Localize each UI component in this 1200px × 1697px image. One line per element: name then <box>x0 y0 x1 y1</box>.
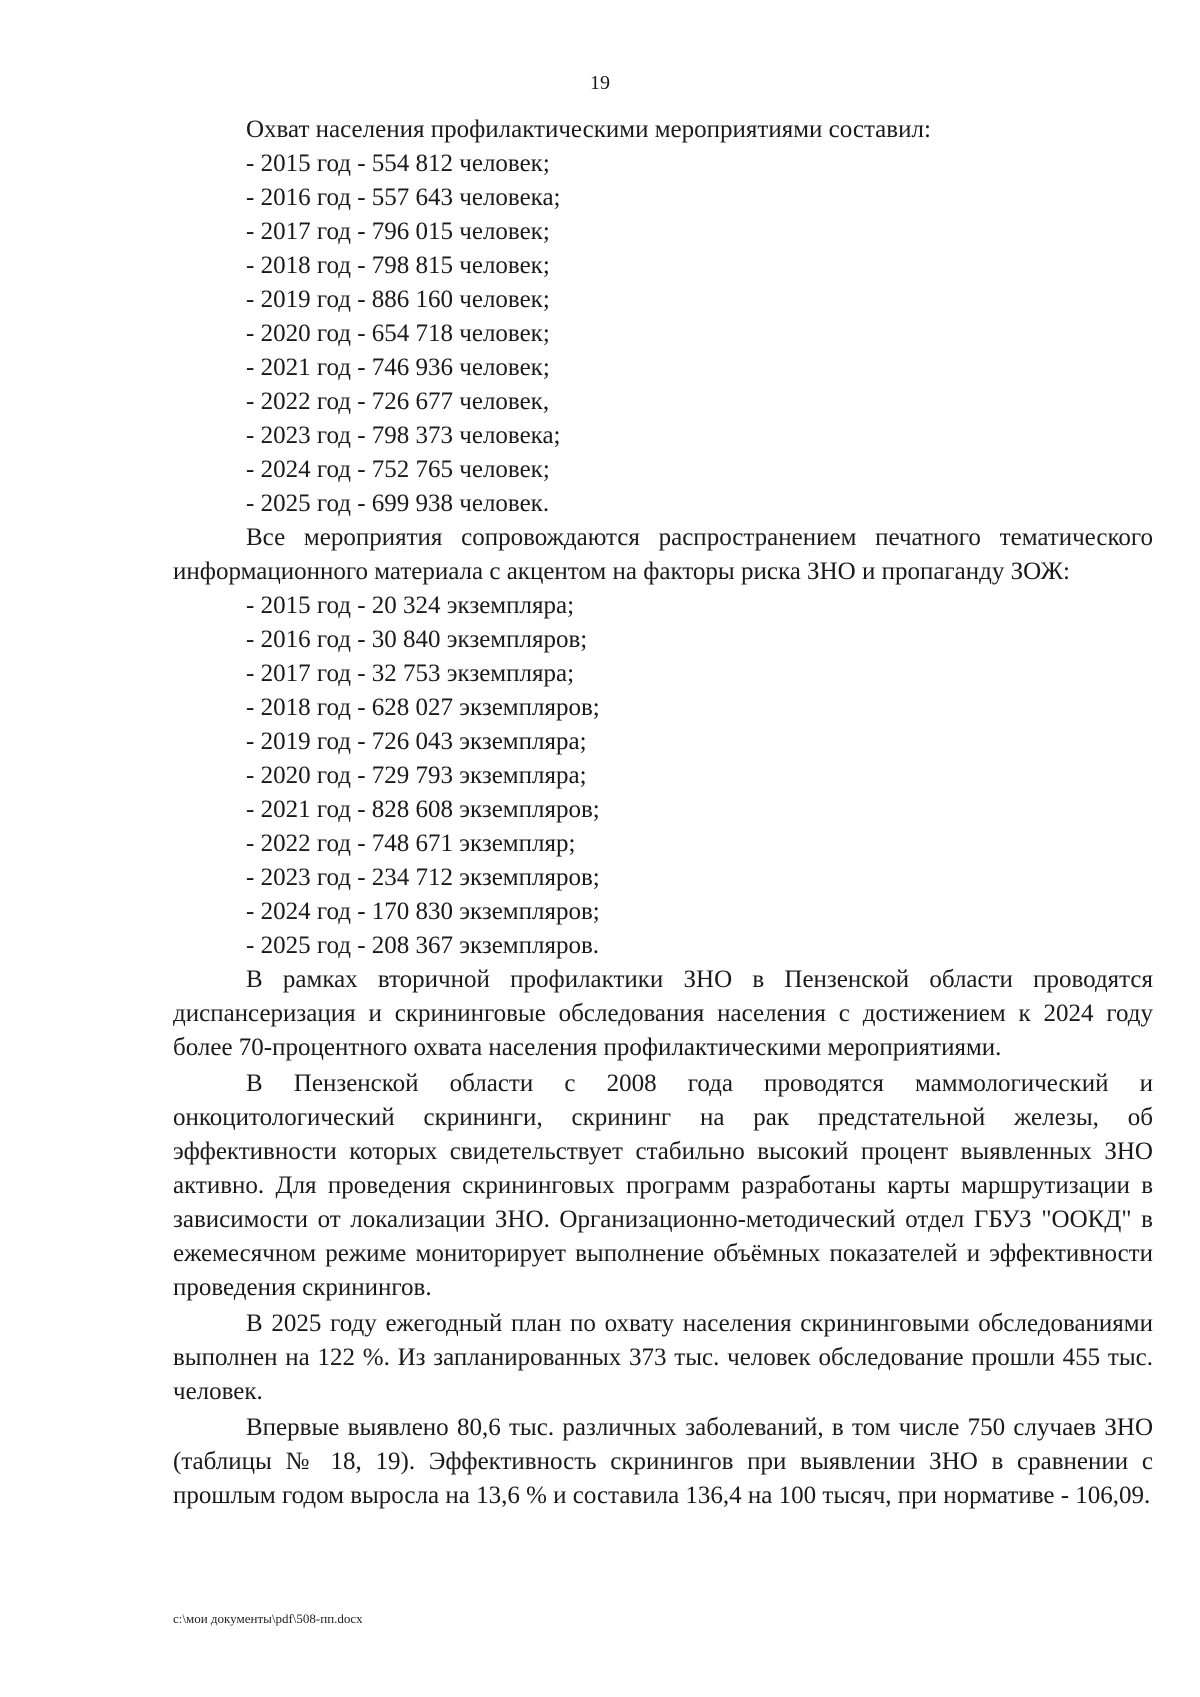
list-item: - 2017 год - 32 753 экземпляра; <box>246 660 575 687</box>
coverage-list <box>173 147 1153 521</box>
list-item: - 2025 год - 208 367 экземпляров. <box>246 932 600 959</box>
list-item: - 2024 год - 170 830 экземпляров; <box>246 898 600 925</box>
list-item: - 2017 год - 796 015 человек; <box>246 218 550 245</box>
list-item: - 2024 год - 752 765 человек; <box>246 456 550 483</box>
list-item: - 2020 год - 654 718 человек; <box>246 320 550 347</box>
list-item: - 2015 год - 20 324 экземпляра; <box>246 592 575 619</box>
list-item: - 2018 год - 798 815 человек; <box>246 252 550 279</box>
list-item: - 2016 год - 557 643 человека; <box>246 184 561 211</box>
page-number: 19 <box>590 72 610 94</box>
paragraph-secondary-prevention: В рамках вторичной профилактики ЗНО в Пензенской области проводятся диспансеризация и скрининговые обследования населения с достижением к 2024 году более 70-процентного охвата населения профилактическими мероприятиями. <box>173 966 1153 1061</box>
paragraph-screenings: В Пензенской области с 2008 года проводятся маммологический и онкоцитологический скрининги, скрининг на рак предстательной железы, об эффективности которых свидетельствует стабильно высокий процент выявленных ЗНО активно. Для проведения скрининговых программ разработаны карты маршрутизации в зависимости от локализации ЗНО. Организационно-методический отдел ГБУЗ "ООКД" в ежемесячном режиме мониторирует выполнение объёмных показателей и эффективности проведения скринингов. <box>173 1070 1153 1301</box>
list-item: - 2016 год - 30 840 экземпляров; <box>246 626 588 653</box>
list-item: - 2020 год - 729 793 экземпляра; <box>246 762 587 789</box>
list-item: - 2023 год - 798 373 человека; <box>246 422 561 449</box>
document-body <box>173 113 1153 1513</box>
paragraph-detected: Впервые выявлено 80,6 тыс. различных заболеваний, в том числе 750 случаев ЗНО (таблицы № 18, 19). Эффективность скринингов при выявлении ЗНО в сравнении с прошлым годом выросла на 13,6 % и составила 136,4 на 100 тысяч, при нормативе - 106,09. <box>173 1414 1153 1509</box>
list-item: - 2025 год - 699 938 человек. <box>246 490 550 517</box>
list-item: - 2018 год - 628 027 экземпляров; <box>246 694 600 721</box>
list-item: - 2022 год - 748 671 экземпляр; <box>246 830 576 857</box>
list-item: - 2019 год - 886 160 человек; <box>246 286 550 313</box>
list-item: - 2021 год - 746 936 человек; <box>246 354 550 381</box>
footer-file-path: c:\мои документы\pdf\508-пп.docx <box>173 1611 363 1626</box>
list-item: - 2015 год - 554 812 человек; <box>246 150 550 177</box>
list-item: - 2023 год - 234 712 экземпляров; <box>246 864 600 891</box>
list-item: - 2022 год - 726 677 человек, <box>246 388 550 415</box>
list-item: - 2021 год - 828 608 экземпляров; <box>246 796 600 823</box>
list-item: - 2019 год - 726 043 экземпляра; <box>246 728 587 755</box>
materials-intro: Все мероприятия сопровождаются распространением печатного тематического информационного материала с акцентом на факторы риска ЗНО и пропаганду ЗОЖ: <box>173 524 1153 585</box>
materials-list <box>173 589 1153 963</box>
coverage-intro: Охват населения профилактическими мероприятиями составил: <box>246 116 931 143</box>
paragraph-plan-2025: В 2025 году ежегодный план по охвату населения скрининговыми обследованиями выполнен на 122 %. Из запланированных 373 тыс. человек обследование прошли 455 тыс. человек. <box>173 1310 1153 1405</box>
